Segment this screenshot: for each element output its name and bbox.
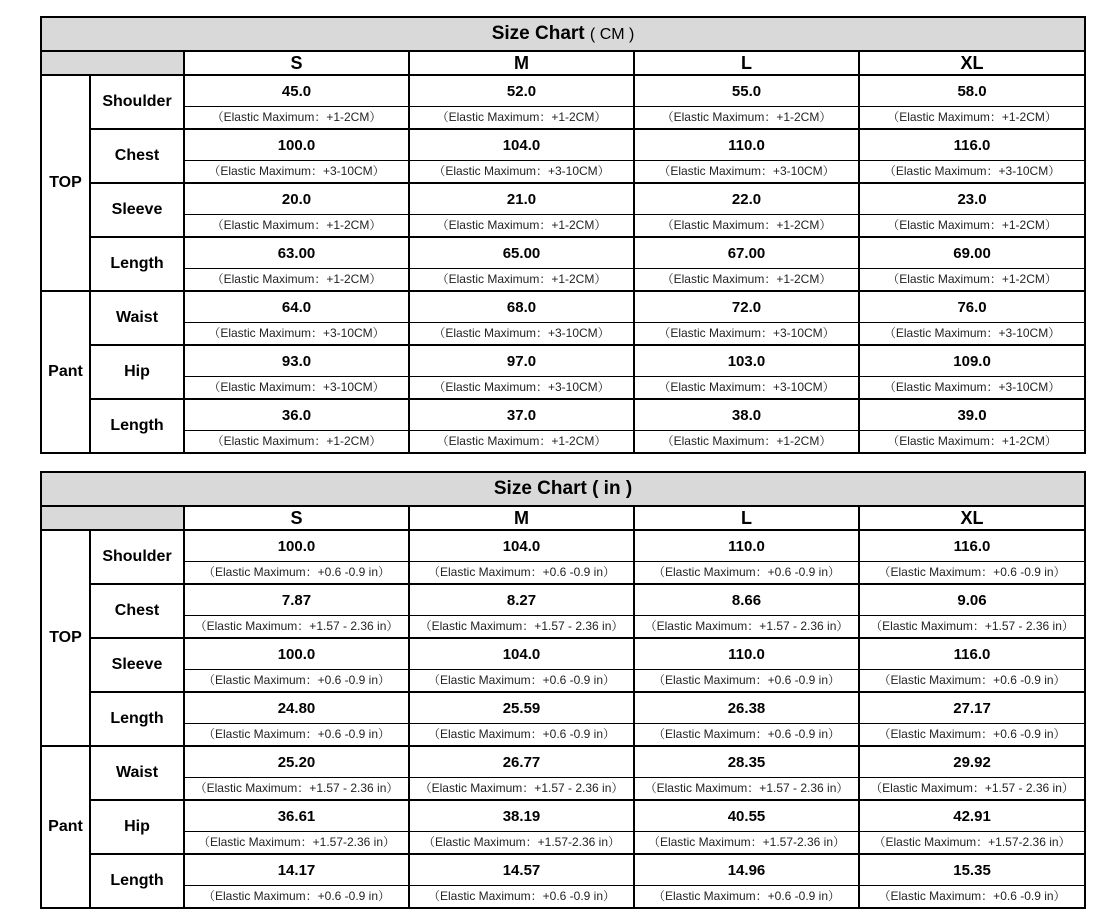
elastic-note: （Elastic Maximum：+0.6 -0.9 in） [202,888,391,903]
elastic-note: （Elastic Maximum：+3-10CM） [208,163,385,178]
header-blank-cell [41,506,184,530]
size-cell [184,746,409,800]
size-cell [634,530,859,584]
measurement-value: 36.61 [185,802,408,832]
measurement-value: 69.00 [860,239,1084,269]
elastic-note: （Elastic Maximum：+3-10CM） [208,325,385,340]
size-cell [859,183,1085,237]
elastic-note: （Elastic Maximum：+1.57 - 2.36 in） [870,780,1074,795]
elastic-note: （Elastic Maximum：+1.57 - 2.36 in） [870,618,1074,633]
size-cell [184,800,409,854]
measurement-label-length: Length [90,692,184,746]
table-row [41,530,1085,584]
measurement-value: 116.0 [860,532,1084,562]
elastic-note: （Elastic Maximum：+1.57-2.36 in） [647,834,846,849]
measurement-value: 104.0 [410,532,633,562]
size-cell [634,183,859,237]
size-cell [184,530,409,584]
elastic-note: （Elastic Maximum：+3-10CM） [433,325,610,340]
elastic-note: （Elastic Maximum：+1-2CM） [661,217,832,232]
measurement-value: 38.0 [635,401,858,431]
measurement-value: 39.0 [860,401,1084,431]
elastic-note: （Elastic Maximum：+1-2CM） [887,433,1057,448]
measurement-value: 65.00 [410,239,633,269]
measurement-label-sleeve: Sleeve [90,183,184,237]
size-cell [634,75,859,129]
chart-title-text: Size Chart [491,23,585,44]
elastic-note: （Elastic Maximum：+1-2CM） [211,109,382,124]
elastic-note: （Elastic Maximum：+1-2CM） [211,271,382,286]
size-header-m: M [409,506,634,530]
elastic-note: （Elastic Maximum：+1.57 - 2.36 in） [419,618,624,633]
size-cell [859,746,1085,800]
measurement-value: 20.0 [185,185,408,215]
chart-unit: ( CM ) [589,26,635,43]
elastic-note: （Elastic Maximum：+0.6 -0.9 in） [878,726,1066,741]
size-chart-inches [40,471,1086,909]
size-cell [634,345,859,399]
elastic-note: （Elastic Maximum：+0.6 -0.9 in） [652,564,841,579]
table-row [41,746,1085,800]
size-cell [409,291,634,345]
measurement-value: 26.38 [635,694,858,724]
size-header-l: L [634,506,859,530]
measurement-value: 14.17 [185,856,408,886]
measurement-value: 14.57 [410,856,633,886]
elastic-note: （Elastic Maximum：+1-2CM） [887,271,1057,286]
elastic-note: （Elastic Maximum：+0.6 -0.9 in） [427,672,616,687]
elastic-note: （Elastic Maximum：+1-2CM） [661,433,832,448]
measurement-label-shoulder: Shoulder [90,530,184,584]
size-cell [634,237,859,291]
chart-title [41,17,1085,51]
elastic-note: （Elastic Maximum：+3-10CM） [883,163,1061,178]
size-cell [409,746,634,800]
size-cell [634,584,859,638]
measurement-value: 23.0 [860,185,1084,215]
measurement-value: 110.0 [635,640,858,670]
size-cell [184,129,409,183]
size-cell [634,638,859,692]
size-cell [634,129,859,183]
measurement-value: 97.0 [410,347,633,377]
size-cell [409,692,634,746]
size-cell [859,800,1085,854]
table-row [41,183,1085,237]
size-cell [859,129,1085,183]
elastic-note: （Elastic Maximum：+1.57-2.36 in） [197,834,396,849]
measurement-value: 110.0 [635,532,858,562]
size-cell [409,854,634,908]
elastic-note: （Elastic Maximum：+1.57 - 2.36 in） [194,780,399,795]
size-cell [859,530,1085,584]
elastic-note: （Elastic Maximum：+1-2CM） [887,109,1057,124]
measurement-value: 21.0 [410,185,633,215]
measurement-value: 38.19 [410,802,633,832]
group-label-top: TOP [41,75,90,291]
size-cell [859,75,1085,129]
measurement-value: 63.00 [185,239,408,269]
size-cell [859,854,1085,908]
elastic-note: （Elastic Maximum：+0.6 -0.9 in） [427,726,616,741]
table-row [41,129,1085,183]
measurement-value: 100.0 [185,532,408,562]
size-cell [409,800,634,854]
header-blank-cell [41,51,184,75]
size-cell [634,692,859,746]
table-row [41,399,1085,453]
size-cell [409,75,634,129]
size-cell [184,638,409,692]
elastic-note: （Elastic Maximum：+1-2CM） [211,217,382,232]
elastic-note: （Elastic Maximum：+1-2CM） [436,217,607,232]
measurement-value: 9.06 [860,586,1084,616]
measurement-value: 37.0 [410,401,633,431]
elastic-note: （Elastic Maximum：+0.6 -0.9 in） [427,888,616,903]
measurement-value: 42.91 [860,802,1084,832]
measurement-value: 7.87 [185,586,408,616]
elastic-note: （Elastic Maximum：+1.57-2.36 in） [422,834,621,849]
measurement-value: 28.35 [635,748,858,778]
elastic-note: （Elastic Maximum：+0.6 -0.9 in） [202,672,391,687]
size-cell [409,399,634,453]
elastic-note: （Elastic Maximum：+1-2CM） [661,271,832,286]
elastic-note: （Elastic Maximum：+0.6 -0.9 in） [878,888,1066,903]
size-cell [184,75,409,129]
size-cell [859,692,1085,746]
measurement-label-length: Length [90,399,184,453]
elastic-note: （Elastic Maximum：+0.6 -0.9 in） [878,672,1066,687]
size-cell [184,345,409,399]
size-cell [859,237,1085,291]
measurement-value: 76.0 [860,293,1084,323]
size-cell [184,237,409,291]
elastic-note: （Elastic Maximum：+1-2CM） [211,433,382,448]
chart-title-text: Size Chart [493,478,587,499]
measurement-value: 68.0 [410,293,633,323]
size-header-l: L [634,51,859,75]
elastic-note: （Elastic Maximum：+0.6 -0.9 in） [652,672,841,687]
size-cell [634,800,859,854]
elastic-note: （Elastic Maximum：+1-2CM） [436,271,607,286]
size-cell [409,183,634,237]
size-cell [634,399,859,453]
measurement-value: 36.0 [185,401,408,431]
measurement-label-hip: Hip [90,345,184,399]
measurement-value: 104.0 [410,131,633,161]
size-cell [859,399,1085,453]
elastic-note: （Elastic Maximum：+0.6 -0.9 in） [878,564,1066,579]
measurement-value: 27.17 [860,694,1084,724]
table-row [41,800,1085,854]
measurement-value: 8.27 [410,586,633,616]
elastic-note: （Elastic Maximum：+0.6 -0.9 in） [652,726,841,741]
measurement-value: 55.0 [635,77,858,107]
table-row [41,854,1085,908]
elastic-note: （Elastic Maximum：+3-10CM） [208,379,385,394]
table-row [41,638,1085,692]
measurement-value: 26.77 [410,748,633,778]
measurement-value: 93.0 [185,347,408,377]
measurement-label-sleeve: Sleeve [90,638,184,692]
measurement-value: 104.0 [410,640,633,670]
table-row [41,237,1085,291]
size-cell [184,692,409,746]
elastic-note: （Elastic Maximum：+3-10CM） [433,379,610,394]
size-chart-cm [40,16,1086,454]
elastic-note: （Elastic Maximum：+0.6 -0.9 in） [652,888,841,903]
measurement-value: 40.55 [635,802,858,832]
table-row [41,584,1085,638]
measurement-value: 58.0 [860,77,1084,107]
measurement-value: 72.0 [635,293,858,323]
elastic-note: （Elastic Maximum：+3-10CM） [658,325,835,340]
measurement-label-shoulder: Shoulder [90,75,184,129]
elastic-note: （Elastic Maximum：+0.6 -0.9 in） [202,726,391,741]
size-cell [634,291,859,345]
measurement-value: 45.0 [185,77,408,107]
measurement-label-length: Length [90,854,184,908]
size-cell [634,746,859,800]
size-header-xl: XL [859,506,1085,530]
size-cell [184,183,409,237]
measurement-value: 103.0 [635,347,858,377]
measurement-value: 29.92 [860,748,1084,778]
measurement-value: 15.35 [860,856,1084,886]
elastic-note: （Elastic Maximum：+1-2CM） [436,109,607,124]
measurement-value: 24.80 [185,694,408,724]
measurement-value: 110.0 [635,131,858,161]
elastic-note: （Elastic Maximum：+1.57-2.36 in） [873,834,1071,849]
table-row [41,291,1085,345]
measurement-value: 64.0 [185,293,408,323]
elastic-note: （Elastic Maximum：+1.57 - 2.36 in） [194,618,399,633]
table-row [41,345,1085,399]
measurement-label-chest: Chest [90,129,184,183]
elastic-note: （Elastic Maximum：+1.57 - 2.36 in） [644,618,849,633]
size-cell [184,291,409,345]
size-header-xl: XL [859,51,1085,75]
measurement-value: 25.59 [410,694,633,724]
elastic-note: （Elastic Maximum：+3-10CM） [433,163,610,178]
measurement-value: 100.0 [185,131,408,161]
measurement-label-chest: Chest [90,584,184,638]
measurement-value: 14.96 [635,856,858,886]
table-row [41,75,1085,129]
elastic-note: （Elastic Maximum：+0.6 -0.9 in） [427,564,616,579]
measurement-value: 67.00 [635,239,858,269]
elastic-note: （Elastic Maximum：+1.57 - 2.36 in） [419,780,624,795]
size-cell [634,854,859,908]
size-cell [409,530,634,584]
size-cell [859,638,1085,692]
size-cell [859,345,1085,399]
measurement-label-waist: Waist [90,746,184,800]
chart-unit: ( in ) [592,478,633,499]
measurement-value: 22.0 [635,185,858,215]
group-label-pant: Pant [41,291,90,453]
measurement-value: 116.0 [860,640,1084,670]
size-cell [409,129,634,183]
size-cell [184,854,409,908]
group-label-top: TOP [41,530,90,746]
measurement-value: 109.0 [860,347,1084,377]
size-header-s: S [184,51,409,75]
elastic-note: （Elastic Maximum：+3-10CM） [883,325,1061,340]
size-cell [184,584,409,638]
size-cell [409,237,634,291]
measurement-label-waist: Waist [90,291,184,345]
measurement-value: 8.66 [635,586,858,616]
size-header-m: M [409,51,634,75]
measurement-value: 100.0 [185,640,408,670]
measurement-value: 52.0 [410,77,633,107]
elastic-note: （Elastic Maximum：+3-10CM） [883,379,1061,394]
size-cell [409,584,634,638]
measurement-value: 116.0 [860,131,1084,161]
size-cell [409,638,634,692]
measurement-label-length: Length [90,237,184,291]
elastic-note: （Elastic Maximum：+1-2CM） [887,217,1057,232]
elastic-note: （Elastic Maximum：+1-2CM） [436,433,607,448]
size-header-s: S [184,506,409,530]
group-label-pant: Pant [41,746,90,908]
elastic-note: （Elastic Maximum：+3-10CM） [658,379,835,394]
elastic-note: （Elastic Maximum：+0.6 -0.9 in） [202,564,391,579]
size-cell [409,345,634,399]
elastic-note: （Elastic Maximum：+3-10CM） [658,163,835,178]
table-row [41,692,1085,746]
size-cell [184,399,409,453]
size-cell [859,584,1085,638]
elastic-note: （Elastic Maximum：+1.57 - 2.36 in） [644,780,849,795]
measurement-label-hip: Hip [90,800,184,854]
measurement-value: 25.20 [185,748,408,778]
size-cell [859,291,1085,345]
elastic-note: （Elastic Maximum：+1-2CM） [661,109,832,124]
chart-title [41,472,1085,506]
